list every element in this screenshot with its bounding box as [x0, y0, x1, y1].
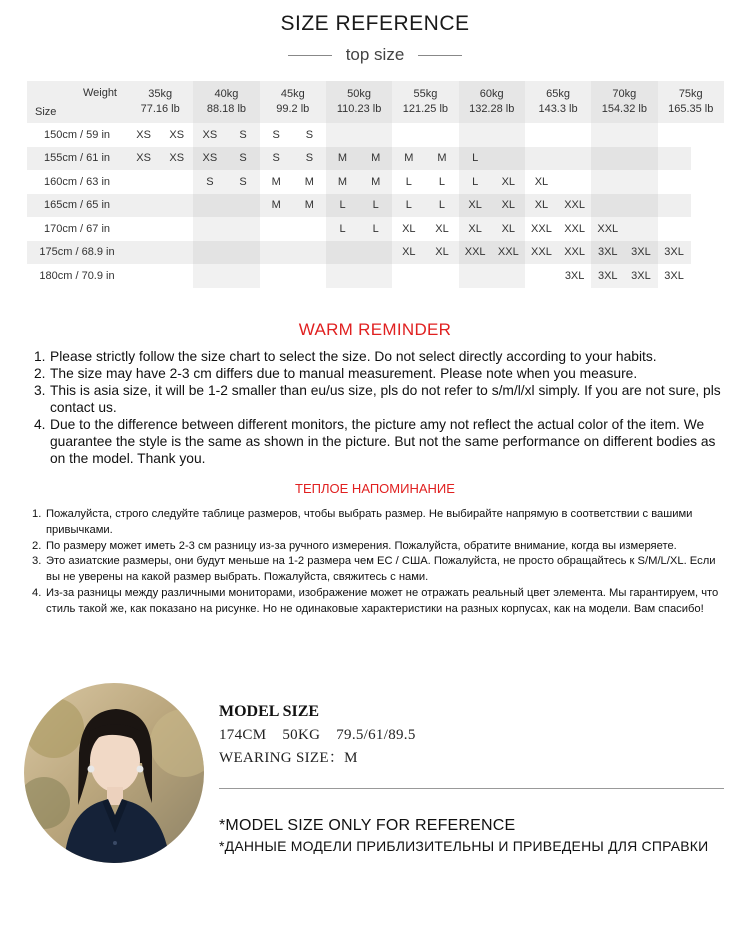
size-cell [591, 194, 624, 218]
table-row [27, 217, 724, 241]
size-cell: XL [425, 241, 458, 265]
weight-column-header [260, 81, 326, 123]
size-cell: XS [193, 147, 226, 171]
size-cell [193, 194, 226, 218]
weight-kg: 60kg [479, 88, 504, 100]
size-cell: XL [459, 217, 492, 241]
size-cell: XL [525, 170, 558, 194]
weight-column-header [193, 81, 259, 123]
model-height: 174CM [219, 727, 267, 743]
size-cell: S [293, 123, 326, 147]
size-cell: XS [193, 123, 226, 147]
size-cell [492, 264, 525, 288]
size-cell [293, 217, 326, 241]
size-cell [326, 123, 359, 147]
size-cell [193, 241, 226, 265]
size-cell [359, 264, 392, 288]
size-cell: XL [492, 217, 525, 241]
weight-kg: 55kg [413, 88, 438, 100]
size-cell: M [326, 147, 359, 171]
list-number: 2. [32, 539, 42, 552]
size-cell: M [425, 147, 458, 171]
size-cell [591, 123, 624, 147]
model-photo [24, 683, 204, 863]
size-cell: M [293, 194, 326, 218]
weight-lb: 121.25 lb [402, 103, 449, 115]
size-cell: XL [392, 217, 425, 241]
list-text: This is asia size, it will be 1-2 smaller than eu/us size, pls do not refer to s/m/l/xl simply. If you are not sure, pls contact us. [50, 383, 721, 415]
size-cell [127, 264, 160, 288]
model-note-ru: *ДАННЫЕ МОДЕЛИ ПРИБЛИЗИТЕЛЬНЫ И ПРИВЕДЕНЫ ДЛЯ СПРАВКИ [219, 838, 709, 854]
table-row [27, 123, 724, 147]
reminder-item [34, 382, 730, 416]
weight-lb: 110.23 lb [336, 103, 382, 115]
size-cell: 3XL [558, 264, 591, 288]
size-cell [326, 264, 359, 288]
size-cell: L [392, 194, 425, 218]
size-cell [160, 170, 193, 194]
size-cell [127, 241, 160, 265]
size-cell [160, 194, 193, 218]
reminder-item-ru [32, 539, 728, 555]
height-label: 175cm / 68.9 in [27, 241, 127, 265]
table-row [27, 194, 724, 218]
warm-reminder-title: WARM REMINDER [298, 320, 452, 339]
list-text: The size may have 2-3 cm differs due to manual measurement. Please note when you measure. [50, 366, 638, 381]
size-cell [658, 147, 691, 171]
size-cell [459, 123, 492, 147]
size-cell [127, 170, 160, 194]
weight-column-header [459, 81, 525, 123]
size-cell [226, 194, 259, 218]
size-cell [392, 123, 425, 147]
list-number: 3. [34, 383, 46, 398]
size-cell [193, 217, 226, 241]
size-cell [525, 264, 558, 288]
weight-kg: 40kg [214, 88, 239, 100]
divider [219, 788, 724, 789]
size-cell: XS [127, 147, 160, 171]
height-label: 170cm / 67 in [27, 217, 127, 241]
size-cell: S [226, 123, 259, 147]
size-cell: XS [127, 123, 160, 147]
size-cell: XXL [459, 241, 492, 265]
model-note-en: *MODEL SIZE ONLY FOR REFERENCE [219, 817, 516, 834]
weight-kg: 70kg [612, 88, 637, 100]
size-cell: S [193, 170, 226, 194]
height-label: 155cm / 61 in [27, 147, 127, 171]
size-cell [591, 147, 624, 171]
size-cell: M [392, 147, 425, 171]
size-cell [326, 241, 359, 265]
size-cell [260, 217, 293, 241]
size-header: Size [35, 106, 57, 118]
size-cell [392, 264, 425, 288]
height-label: 160cm / 63 in [27, 170, 127, 194]
size-cell [127, 194, 160, 218]
warm-reminder-ru-list [32, 507, 728, 618]
table-header-row [27, 81, 724, 123]
list-number: 4. [34, 417, 46, 432]
model-weight: 50KG [282, 727, 321, 743]
size-cell [127, 217, 160, 241]
size-cell [624, 170, 657, 194]
weight-column-header [127, 81, 193, 123]
weight-header: Weight [82, 87, 117, 99]
reminder-item [34, 416, 730, 467]
list-number: 1. [34, 349, 46, 364]
table-row [27, 170, 724, 194]
reminder-item-ru [32, 507, 728, 539]
size-cell [492, 123, 525, 147]
table-row [27, 147, 724, 171]
size-cell [260, 264, 293, 288]
height-label: 150cm / 59 in [27, 123, 127, 147]
size-cell: M [293, 170, 326, 194]
list-text: Due to the difference between different monitors, the picture amy not reflect the actual color of the item. We guarantee the style is the same as shown in the picture. But not the same performance on different bodies as on the model. Thank you. [50, 417, 716, 466]
reminder-item-ru [32, 586, 728, 618]
size-cell [160, 241, 193, 265]
size-cell: XXL [525, 217, 558, 241]
weight-lb: 143.3 lb [538, 103, 578, 115]
size-cell: L [425, 170, 458, 194]
weight-lb: 132.28 lb [469, 103, 515, 115]
size-cell: M [359, 170, 392, 194]
size-cell [260, 241, 293, 265]
size-cell: M [359, 147, 392, 171]
size-cell [624, 194, 657, 218]
weight-kg: 65kg [546, 88, 570, 100]
size-cell [425, 264, 458, 288]
size-cell: S [293, 147, 326, 171]
size-cell [359, 241, 392, 265]
size-cell: 3XL [658, 264, 691, 288]
size-cell: XL [392, 241, 425, 265]
size-cell [492, 147, 525, 171]
list-text: Из-за разницы между различными мониторами, изображение может не отражать реальный цвет элемента. Мы гарантируем, что стиль такой же, как показано на рисунке. Но не одинаковые характеристики на разных корпусах, как на модели. Вам спасибо! [46, 586, 719, 615]
size-cell: XXL [558, 194, 591, 218]
size-cell: 3XL [591, 241, 624, 265]
size-cell: XXL [492, 241, 525, 265]
list-number: 1. [32, 508, 42, 520]
size-cell: XL [492, 170, 525, 194]
weight-lb: 165.35 lb [668, 103, 714, 115]
size-cell [193, 264, 226, 288]
warm-reminder-ru-title: ТЕПЛОЕ НАПОМИНАНИЕ [295, 481, 455, 496]
size-cell: XS [160, 123, 193, 147]
reminder-item [34, 365, 730, 382]
size-table [27, 81, 724, 288]
size-cell [160, 217, 193, 241]
size-cell [558, 147, 591, 171]
size-cell: M [326, 170, 359, 194]
size-cell [558, 170, 591, 194]
size-cell [658, 194, 691, 218]
table-row [27, 241, 724, 265]
size-cell: L [425, 194, 458, 218]
size-cell [658, 123, 691, 147]
model-wearing-size: WEARING SIZE：M [219, 750, 358, 766]
model-size-title: MODEL SIZE [219, 703, 320, 720]
size-cell [525, 147, 558, 171]
subtitle-line-right [418, 55, 462, 56]
size-cell: L [326, 217, 359, 241]
warm-reminder-list [34, 348, 730, 467]
size-cell: L [459, 170, 492, 194]
weight-lb: 154.32 lb [601, 103, 647, 115]
list-text: Это азиатские размеры, они будут меньше на 1-2 размера чем ЕС / США. Пожалуйста, не просто обращайтесь к S/M/L/XL. Если вы не уверены на какой размер выбрать. Пожалуйста, свяжитесь с нами. [46, 555, 716, 584]
size-cell [226, 241, 259, 265]
weight-kg: 45kg [280, 88, 305, 100]
page-title: SIZE REFERENCE [280, 12, 470, 35]
size-cell: L [326, 194, 359, 218]
size-cell: S [226, 147, 259, 171]
size-cell: S [260, 123, 293, 147]
weight-kg: 75kg [678, 88, 703, 100]
model-measurements: 79.5/61/89.5 [336, 727, 416, 743]
size-cell [624, 147, 657, 171]
size-cell: 3XL [624, 241, 657, 265]
size-cell: XL [459, 194, 492, 218]
reminder-item [34, 348, 730, 365]
size-cell [226, 264, 259, 288]
size-cell: M [260, 170, 293, 194]
size-cell: 3XL [591, 264, 624, 288]
size-cell [359, 123, 392, 147]
weight-kg: 35kg [148, 88, 173, 100]
weight-column-header [525, 81, 591, 123]
list-text: По размеру может иметь 2-3 см разницу из-за ручного измерения. Пожалуйста, обратите внимание, когда вы измеряете. [46, 539, 677, 552]
subtitle: top size [345, 45, 405, 64]
size-cell [658, 217, 691, 241]
weight-lb: 88.18 lb [206, 103, 247, 115]
size-cell: L [359, 217, 392, 241]
weight-kg: 50kg [347, 88, 372, 100]
size-cell [624, 123, 657, 147]
size-cell [558, 123, 591, 147]
model-measurements-line [219, 727, 432, 744]
size-cell: XL [525, 194, 558, 218]
table-row [27, 264, 724, 288]
size-cell [658, 170, 691, 194]
size-cell: 3XL [658, 241, 691, 265]
subtitle-row [0, 44, 750, 66]
size-cell: L [459, 147, 492, 171]
reminder-item-ru [32, 554, 728, 586]
size-cell: XXL [525, 241, 558, 265]
size-cell [525, 123, 558, 147]
size-cell: XS [160, 147, 193, 171]
size-cell: S [226, 170, 259, 194]
table-corner-cell [27, 81, 127, 123]
size-cell: L [359, 194, 392, 218]
weight-lb: 99.2 lb [276, 103, 310, 115]
size-cell: S [260, 147, 293, 171]
model-photo-illustration [24, 683, 204, 863]
weight-column-header [658, 81, 725, 123]
size-cell: XXL [558, 241, 591, 265]
height-label: 180cm / 70.9 in [27, 264, 127, 288]
list-number: 2. [34, 366, 46, 381]
size-cell [226, 217, 259, 241]
weight-lb: 77.16 lb [140, 103, 180, 115]
size-cell [624, 217, 657, 241]
size-cell: L [392, 170, 425, 194]
subtitle-line-left [288, 55, 332, 56]
size-cell [160, 264, 193, 288]
list-text: Please strictly follow the size chart to select the size. Do not select directly according to your habits. [50, 349, 657, 364]
size-cell: XXL [558, 217, 591, 241]
list-number: 3. [32, 555, 42, 568]
size-cell [591, 170, 624, 194]
size-cell [293, 241, 326, 265]
height-label: 165cm / 65 in [27, 194, 127, 218]
size-cell [459, 264, 492, 288]
weight-column-header [326, 81, 392, 123]
weight-column-header [392, 81, 458, 123]
size-cell: XL [425, 217, 458, 241]
list-number: 4. [32, 586, 42, 599]
size-cell: XL [492, 194, 525, 218]
list-text: Пожалуйста, строго следуйте таблице размеров, чтобы выбрать размер. Не выбирайте напрямую в соответствии с вашими привычками. [46, 508, 693, 536]
size-cell [425, 123, 458, 147]
size-cell: XXL [591, 217, 624, 241]
size-cell [293, 264, 326, 288]
weight-column-header [591, 81, 657, 123]
size-cell: M [260, 194, 293, 218]
size-cell: 3XL [624, 264, 657, 288]
